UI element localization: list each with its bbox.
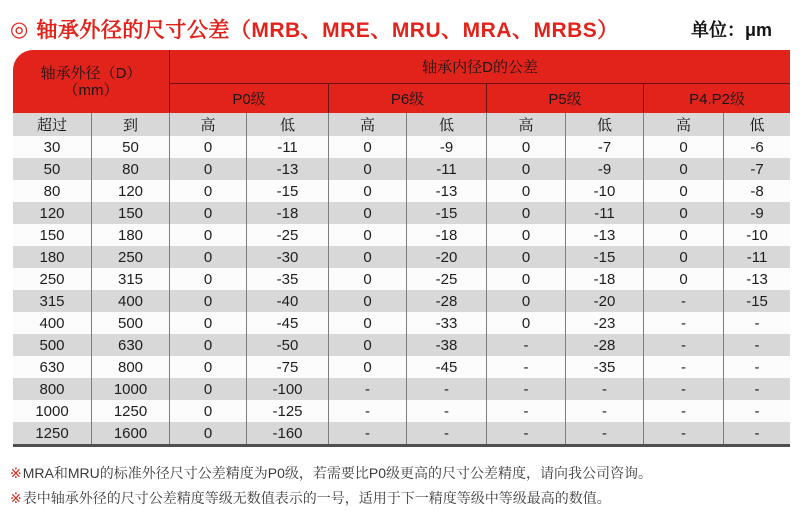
cell-value: -28 — [566, 334, 644, 356]
cell-value: -11 — [407, 158, 487, 180]
cell-over: 1250 — [13, 422, 92, 444]
cell-value: - — [487, 334, 566, 356]
cell-value: 0 — [170, 290, 247, 312]
cell-to: 80 — [92, 158, 170, 180]
cell-value: 0 — [170, 202, 247, 224]
cell-value: 0 — [170, 224, 247, 246]
cell-value: -11 — [247, 136, 329, 158]
cell-to: 1000 — [92, 378, 170, 400]
cell-value: - — [644, 290, 724, 312]
cell-value: - — [724, 400, 790, 422]
cell-value: - — [644, 378, 724, 400]
table-row — [13, 268, 790, 290]
table-row — [13, 224, 790, 246]
cell-value: 0 — [170, 400, 247, 422]
cell-over: 400 — [13, 312, 92, 334]
cell-value: 0 — [329, 312, 407, 334]
cell-value: - — [407, 400, 487, 422]
grade-p4p2-header: P4.P2级 — [644, 84, 790, 113]
cell-value: 0 — [329, 136, 407, 158]
cell-over: 630 — [13, 356, 92, 378]
cell-value: -40 — [247, 290, 329, 312]
table-row — [13, 334, 790, 356]
cell-value: -38 — [407, 334, 487, 356]
cell-value: -50 — [247, 334, 329, 356]
cell-value: -9 — [724, 202, 790, 224]
cell-to: 315 — [92, 268, 170, 290]
cell-value: -13 — [407, 180, 487, 202]
cell-value: - — [566, 400, 644, 422]
cell-value: - — [644, 334, 724, 356]
table-row — [13, 202, 790, 224]
cell-to: 630 — [92, 334, 170, 356]
table-row — [13, 246, 790, 268]
table-row — [13, 356, 790, 378]
cell-over: 315 — [13, 290, 92, 312]
cell-value: 0 — [644, 136, 724, 158]
page-title: 轴承外径的尺寸公差（MRB、MRE、MRU、MRA、MRBS） — [36, 19, 619, 42]
low-header: 低 — [247, 113, 329, 136]
cell-value: 0 — [487, 224, 566, 246]
footnote-1-text: MRA和MRU的标准外径尺寸公差精度为P0级，若需要比P0级更高的尺寸公差精度，请向我公司咨询。 — [22, 465, 652, 481]
cell-value: - — [724, 334, 790, 356]
table-row — [13, 422, 790, 444]
cell-value: -15 — [407, 202, 487, 224]
cell-value: -13 — [724, 268, 790, 290]
cell-value: - — [644, 400, 724, 422]
cell-to: 400 — [92, 290, 170, 312]
cell-value: 0 — [170, 422, 247, 444]
cell-value: - — [329, 400, 407, 422]
high-header: 高 — [329, 113, 407, 136]
footnotes — [10, 461, 790, 511]
cell-value: -45 — [407, 356, 487, 378]
cell-value: 0 — [170, 246, 247, 268]
cell-value: -7 — [724, 158, 790, 180]
cell-value: -33 — [407, 312, 487, 334]
table-row — [13, 136, 790, 158]
cell-value: - — [644, 422, 724, 444]
cell-value: -30 — [247, 246, 329, 268]
low-header: 低 — [724, 113, 790, 136]
cell-value: -15 — [247, 180, 329, 202]
cell-over: 180 — [13, 246, 92, 268]
cell-value: 0 — [329, 290, 407, 312]
cell-value: -10 — [724, 224, 790, 246]
cell-value: 0 — [644, 224, 724, 246]
reference-mark-icon: ※ — [10, 465, 22, 481]
cell-value: - — [487, 378, 566, 400]
table-row — [13, 312, 790, 334]
cell-value: 0 — [487, 136, 566, 158]
high-header: 高 — [644, 113, 724, 136]
cell-value: -13 — [566, 224, 644, 246]
cell-value: 0 — [170, 378, 247, 400]
cell-over: 30 — [13, 136, 92, 158]
cell-over: 250 — [13, 268, 92, 290]
cell-value: 0 — [170, 136, 247, 158]
cell-value: 0 — [644, 158, 724, 180]
tolerance-table — [13, 50, 790, 444]
cell-value: - — [566, 422, 644, 444]
over-header: 超过 — [13, 113, 92, 136]
cell-value: 0 — [329, 180, 407, 202]
cell-value: -6 — [724, 136, 790, 158]
cell-value: -9 — [407, 136, 487, 158]
cell-value: -10 — [566, 180, 644, 202]
cell-value: 0 — [170, 268, 247, 290]
cell-value: - — [566, 378, 644, 400]
cell-value: -20 — [566, 290, 644, 312]
outer-diameter-header — [13, 50, 170, 113]
table-row — [13, 158, 790, 180]
outer-diameter-label: 轴承外径（D） — [40, 64, 142, 82]
cell-value: -45 — [247, 312, 329, 334]
cell-value: -25 — [247, 224, 329, 246]
cell-value: 0 — [644, 180, 724, 202]
cell-value: 0 — [487, 290, 566, 312]
cell-value: - — [724, 356, 790, 378]
cell-over: 800 — [13, 378, 92, 400]
cell-value: -9 — [566, 158, 644, 180]
cell-value: 0 — [329, 246, 407, 268]
cell-value: 0 — [170, 180, 247, 202]
footnote-1 — [10, 461, 790, 486]
cell-to: 250 — [92, 246, 170, 268]
grade-p5-header: P5级 — [487, 84, 644, 113]
unit-label: 单位：μm — [690, 20, 772, 40]
cell-value: 0 — [329, 158, 407, 180]
cell-value: - — [724, 422, 790, 444]
table-row — [13, 290, 790, 312]
cell-value: -13 — [247, 158, 329, 180]
cell-value: - — [724, 378, 790, 400]
cell-over: 80 — [13, 180, 92, 202]
tolerance-table-wrap — [13, 50, 790, 447]
tolerance-header: 轴承内径D的公差 — [170, 50, 790, 84]
cell-value: -7 — [566, 136, 644, 158]
high-header: 高 — [487, 113, 566, 136]
cell-value: 0 — [329, 224, 407, 246]
cell-value: -25 — [407, 268, 487, 290]
cell-over: 1000 — [13, 400, 92, 422]
table-row — [13, 378, 790, 400]
cell-value: 0 — [644, 246, 724, 268]
reference-mark-icon: ※ — [10, 490, 22, 506]
cell-to: 180 — [92, 224, 170, 246]
cell-value: 0 — [170, 356, 247, 378]
cell-value: 0 — [329, 268, 407, 290]
cell-value: 0 — [170, 158, 247, 180]
cell-over: 50 — [13, 158, 92, 180]
low-header: 低 — [566, 113, 644, 136]
to-header: 到 — [92, 113, 170, 136]
cell-to: 150 — [92, 202, 170, 224]
cell-value: - — [407, 422, 487, 444]
cell-value: 0 — [329, 334, 407, 356]
cell-value: - — [724, 312, 790, 334]
cell-over: 120 — [13, 202, 92, 224]
cell-value: -18 — [566, 268, 644, 290]
cell-value: -23 — [566, 312, 644, 334]
footnote-2 — [10, 486, 790, 511]
cell-value: 0 — [644, 202, 724, 224]
cell-value: - — [644, 312, 724, 334]
cell-value: - — [487, 356, 566, 378]
cell-value: -28 — [407, 290, 487, 312]
cell-to: 120 — [92, 180, 170, 202]
cell-value: -15 — [724, 290, 790, 312]
cell-value: 0 — [170, 334, 247, 356]
table-row — [13, 400, 790, 422]
cell-value: 0 — [487, 180, 566, 202]
cell-value: 0 — [329, 356, 407, 378]
high-header: 高 — [170, 113, 247, 136]
cell-value: 0 — [487, 202, 566, 224]
header-row-1 — [13, 50, 790, 84]
cell-value: - — [329, 422, 407, 444]
cell-value: 0 — [644, 268, 724, 290]
title-bar — [0, 0, 800, 47]
table-row — [13, 180, 790, 202]
cell-value: -15 — [566, 246, 644, 268]
header-row-3 — [13, 113, 790, 136]
cell-value: 0 — [487, 246, 566, 268]
cell-to: 1250 — [92, 400, 170, 422]
cell-value: -100 — [247, 378, 329, 400]
cell-to: 50 — [92, 136, 170, 158]
cell-value: -20 — [407, 246, 487, 268]
cell-value: -160 — [247, 422, 329, 444]
cell-over: 500 — [13, 334, 92, 356]
cell-value: - — [407, 378, 487, 400]
cell-value: -125 — [247, 400, 329, 422]
cell-value: 0 — [329, 202, 407, 224]
cell-value: -35 — [247, 268, 329, 290]
cell-value: 0 — [487, 268, 566, 290]
footnote-2-text: 表中轴承外径的尺寸公差精度等级无数值表示的一号，适用于下一精度等级中等级最高的数值。 — [22, 490, 611, 506]
cell-to: 800 — [92, 356, 170, 378]
cell-value: -18 — [407, 224, 487, 246]
outer-diameter-unit: （mm） — [63, 81, 119, 99]
cell-value: -35 — [566, 356, 644, 378]
cell-value: 0 — [487, 312, 566, 334]
cell-value: - — [644, 356, 724, 378]
cell-value: - — [487, 422, 566, 444]
cell-value: -75 — [247, 356, 329, 378]
cell-value: -18 — [247, 202, 329, 224]
cell-value: 0 — [487, 158, 566, 180]
cell-value: -11 — [566, 202, 644, 224]
grade-p6-header: P6级 — [329, 84, 487, 113]
cell-to: 1600 — [92, 422, 170, 444]
cell-value: 0 — [170, 312, 247, 334]
cell-value: - — [487, 400, 566, 422]
grade-p0-header: P0级 — [170, 84, 329, 113]
low-header: 低 — [407, 113, 487, 136]
double-circle-bullet-icon: ◎ — [10, 17, 29, 41]
cell-value: -8 — [724, 180, 790, 202]
cell-value: - — [329, 378, 407, 400]
cell-over: 150 — [13, 224, 92, 246]
cell-to: 500 — [92, 312, 170, 334]
cell-value: -11 — [724, 246, 790, 268]
